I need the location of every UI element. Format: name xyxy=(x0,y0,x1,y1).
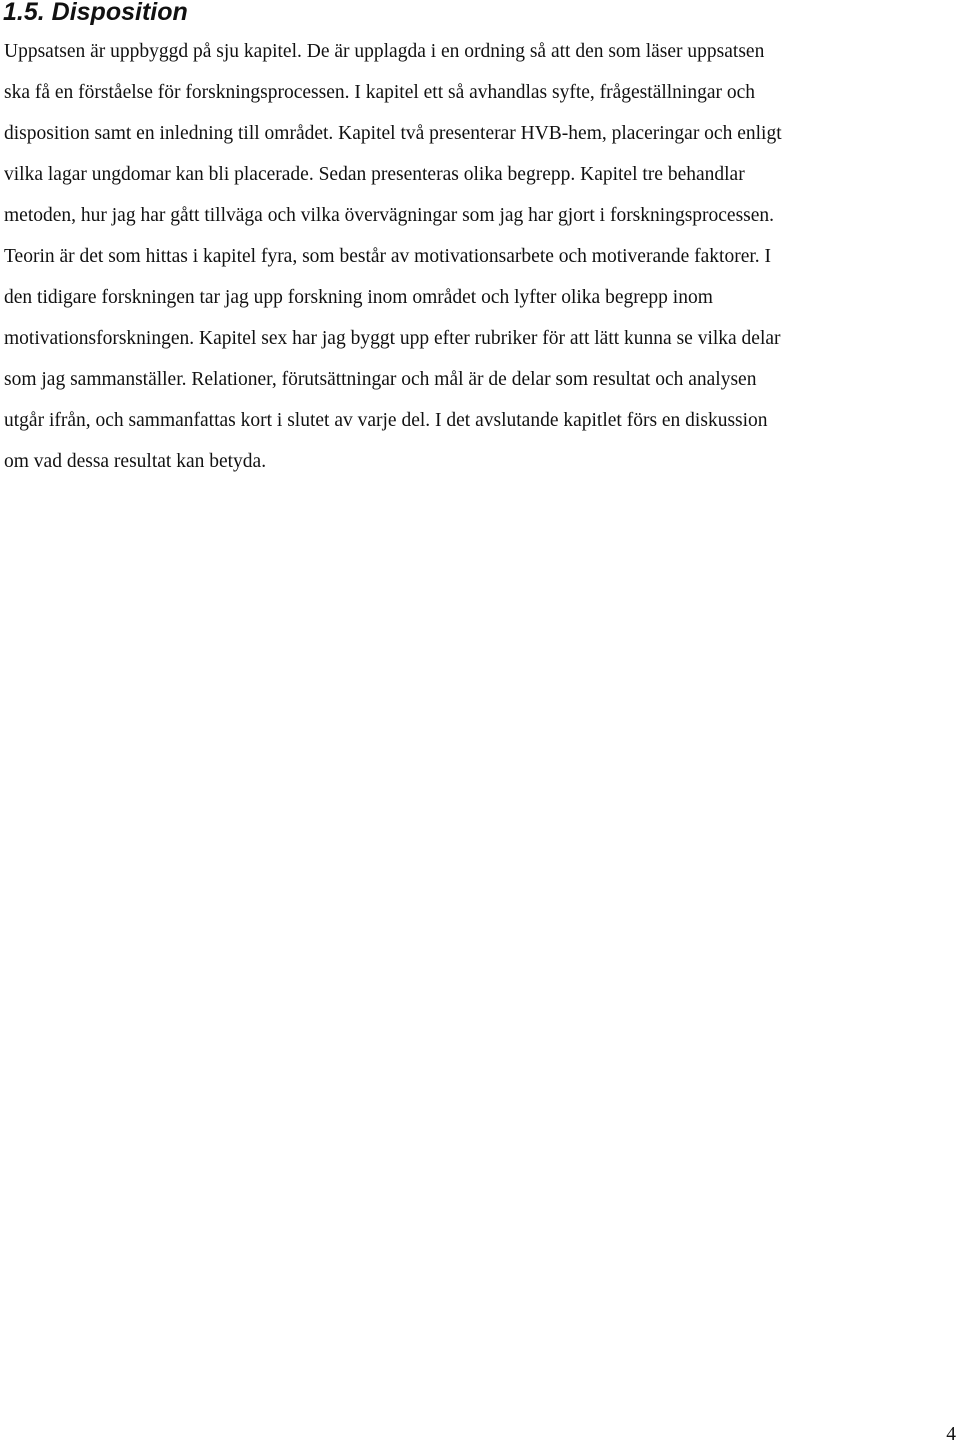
paragraph-line: disposition samt en inledning till området. Kapitel två presenterar HVB-hem, placeringar och enligt xyxy=(4,123,782,144)
paragraph-line: Uppsatsen är uppbyggd på sju kapitel. De är upplagda i en ordning så att den som läser uppsatsen xyxy=(4,41,765,62)
paragraph-line: om vad dessa resultat kan betyda. xyxy=(4,451,267,472)
paragraph-line: Teorin är det som hittas i kapitel fyra, som består av motivationsarbete och motiverande faktorer. I xyxy=(4,246,772,267)
paragraph-line: metoden, hur jag har gått tillväga och vilka övervägningar som jag har gjort i forskningsprocessen. xyxy=(4,205,775,226)
paragraph-line: vilka lagar ungdomar kan bli placerade. Sedan presenteras olika begrepp. Kapitel tre behandlar xyxy=(4,164,745,185)
body-paragraph xyxy=(4,31,956,482)
page-number: 4 xyxy=(946,1424,956,1445)
paragraph-line: motivationsforskningen. Kapitel sex har jag byggt upp efter rubriker för att lätt kunna se vilka delar xyxy=(4,328,781,349)
paragraph-line: ska få en förståelse för forskningsprocessen. I kapitel ett så avhandlas syfte, frågeställningar och xyxy=(4,82,756,103)
section-heading: 1.5. Disposition xyxy=(3,0,188,26)
paragraph-line: som jag sammanställer. Relationer, förutsättningar och mål är de delar som resultat och analysen xyxy=(4,369,757,390)
paragraph-line: den tidigare forskningen tar jag upp forskning inom området och lyfter olika begrepp inom xyxy=(4,287,713,308)
paragraph-line: utgår ifrån, och sammanfattas kort i slutet av varje del. I det avslutande kapitlet förs en diskussion xyxy=(4,410,768,431)
